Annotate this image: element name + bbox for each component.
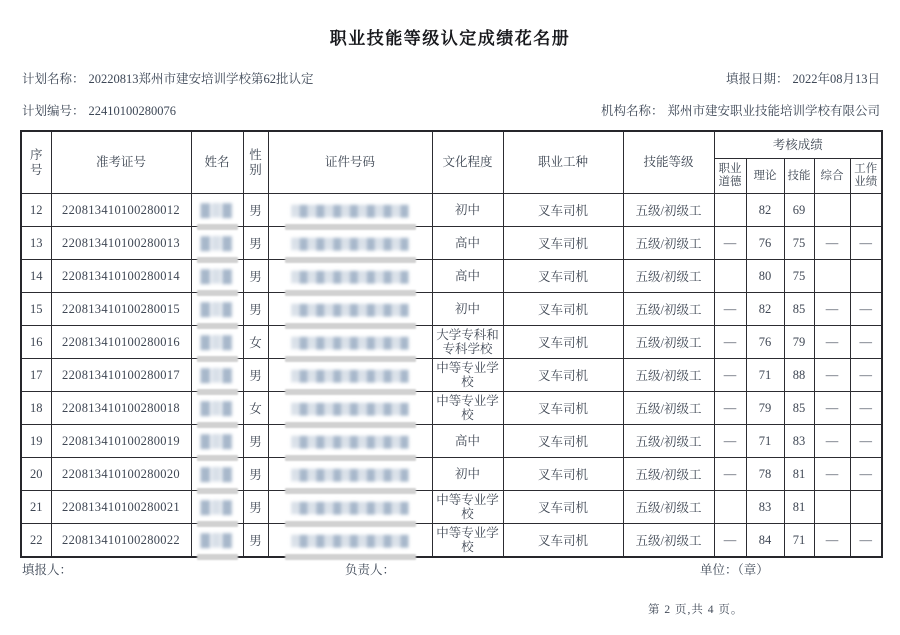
cell-ethics-score (714, 491, 746, 524)
cell-education: 中等专业学校 (432, 491, 503, 524)
cell-gender: 男 (243, 227, 268, 260)
cell-no: 14 (21, 260, 51, 293)
cell-skill-score: 81 (784, 491, 814, 524)
table-row (21, 326, 882, 359)
table-row (21, 392, 882, 425)
redaction-smear (197, 521, 238, 527)
cell-no: 15 (21, 293, 51, 326)
redaction-smear (285, 422, 416, 428)
redaction-smear (197, 554, 238, 560)
report-date-value: 2022年08月13日 (792, 72, 880, 86)
cell-education: 中等专业学校 (432, 392, 503, 425)
cell-ethics-score (714, 194, 746, 227)
redaction-smear (197, 488, 238, 494)
cell-no: 16 (21, 326, 51, 359)
table-header (21, 131, 882, 194)
cell-skill-level: 五级/初级工 (623, 326, 714, 359)
cell-ethics-score: — (714, 227, 746, 260)
table-row (21, 260, 882, 293)
cell-name (191, 227, 243, 260)
redaction-smear (197, 356, 238, 362)
cell-education: 大学专科和专科学校 (432, 326, 503, 359)
cell-name (191, 326, 243, 359)
report-date (726, 69, 880, 87)
redaction-smear (197, 290, 238, 296)
redaction-smear (285, 488, 416, 494)
cell-id-number (268, 524, 432, 558)
header-comprehensive: 综合 (814, 159, 850, 194)
redacted-name: ▓▒▓ (200, 202, 234, 217)
table-body (21, 194, 882, 558)
cell-name (191, 194, 243, 227)
cell-no: 21 (21, 491, 51, 524)
table-row (21, 425, 882, 458)
cell-name (191, 392, 243, 425)
cell-id-number (268, 425, 432, 458)
meta-line-1 (22, 69, 880, 87)
redacted-id-number: ▒▓▒▓▒▓▒▓▒▓▒▓▒▓ (291, 270, 409, 283)
cell-work-score: — (850, 326, 882, 359)
cell-gender: 女 (243, 326, 268, 359)
cell-comprehensive-score: — (814, 458, 850, 491)
cell-ethics-score: — (714, 425, 746, 458)
manager-label: 负责人： (345, 563, 396, 577)
redacted-name: ▓▒▓ (200, 301, 234, 316)
cell-work-score: — (850, 425, 882, 458)
table-row (21, 524, 882, 558)
cell-theory-score: 71 (746, 425, 784, 458)
redaction-smear (197, 323, 238, 329)
redacted-name: ▓▒▓ (200, 499, 234, 514)
cell-occupation: 叉车司机 (503, 359, 623, 392)
cell-occupation: 叉车司机 (503, 326, 623, 359)
cell-occupation: 叉车司机 (503, 293, 623, 326)
cell-theory-score: 79 (746, 392, 784, 425)
cell-ticket: 220813410100280013 (51, 227, 191, 260)
header-id-number: 证件号码 (268, 131, 432, 194)
redacted-name: ▓▒▓ (200, 268, 234, 283)
cell-id-number (268, 392, 432, 425)
redaction-smear (197, 224, 238, 230)
unit-seal-placeholder: （章） (737, 563, 769, 577)
header-theory: 理论 (746, 159, 784, 194)
cell-name (191, 425, 243, 458)
redaction-smear (197, 257, 238, 263)
cell-work-score (850, 194, 882, 227)
cell-skill-level: 五级/初级工 (623, 359, 714, 392)
cell-ticket: 220813410100280020 (51, 458, 191, 491)
cell-comprehensive-score: — (814, 326, 850, 359)
header-skill-level: 技能等级 (623, 131, 714, 194)
cell-comprehensive-score: — (814, 227, 850, 260)
redaction-smear (285, 356, 416, 362)
cell-no: 20 (21, 458, 51, 491)
cell-work-score (850, 491, 882, 524)
redacted-id-number: ▒▓▒▓▒▓▒▓▒▓▒▓▒▓ (291, 336, 409, 349)
cell-ethics-score (714, 260, 746, 293)
plan-number-value: 22410100280076 (88, 104, 177, 118)
cell-no: 12 (21, 194, 51, 227)
cell-occupation: 叉车司机 (503, 227, 623, 260)
plan-name-label: 计划名称： (22, 72, 85, 86)
cell-ethics-score: — (714, 293, 746, 326)
cell-skill-level: 五级/初级工 (623, 392, 714, 425)
cell-id-number (268, 194, 432, 227)
redaction-smear (197, 455, 238, 461)
cell-skill-score: 75 (784, 260, 814, 293)
cell-ticket: 220813410100280019 (51, 425, 191, 458)
plan-name-value: 20220813郑州市建安培训学校第62批认定 (88, 72, 314, 86)
redaction-smear (285, 521, 416, 527)
cell-work-score: — (850, 458, 882, 491)
cell-comprehensive-score: — (814, 359, 850, 392)
cell-no: 19 (21, 425, 51, 458)
cell-gender: 女 (243, 392, 268, 425)
cell-theory-score: 71 (746, 359, 784, 392)
cell-education: 初中 (432, 458, 503, 491)
cell-ticket: 220813410100280016 (51, 326, 191, 359)
redacted-id-number: ▒▓▒▓▒▓▒▓▒▓▒▓▒▓ (291, 369, 409, 382)
plan-number (22, 101, 176, 119)
cell-ethics-score: — (714, 392, 746, 425)
cell-id-number (268, 491, 432, 524)
cell-ticket: 220813410100280017 (51, 359, 191, 392)
org-name-label: 机构名称： (600, 104, 664, 118)
cell-theory-score: 78 (746, 458, 784, 491)
cell-id-number (268, 293, 432, 326)
header-work: 工作业绩 (850, 159, 882, 194)
redacted-id-number: ▒▓▒▓▒▓▒▓▒▓▒▓▒▓ (291, 402, 409, 415)
cell-id-number (268, 359, 432, 392)
redaction-smear (285, 290, 416, 296)
header-occupation: 职业工种 (503, 131, 623, 194)
header-ethics: 职业道德 (714, 159, 746, 194)
unit-seal (700, 560, 769, 578)
cell-work-score: — (850, 293, 882, 326)
cell-no: 18 (21, 392, 51, 425)
header-scores-group: 考核成绩 (714, 131, 882, 159)
cell-name (191, 293, 243, 326)
cell-occupation: 叉车司机 (503, 194, 623, 227)
cell-education: 中等专业学校 (432, 359, 503, 392)
cell-occupation: 叉车司机 (503, 491, 623, 524)
redacted-name: ▓▒▓ (200, 367, 234, 382)
redaction-smear (197, 389, 238, 395)
cell-ticket: 220813410100280014 (51, 260, 191, 293)
cell-ticket: 220813410100280021 (51, 491, 191, 524)
cell-gender: 男 (243, 359, 268, 392)
cell-ticket: 220813410100280022 (51, 524, 191, 558)
cell-ethics-score: — (714, 326, 746, 359)
cell-skill-level: 五级/初级工 (623, 227, 714, 260)
cell-skill-score: 85 (784, 392, 814, 425)
redacted-id-number: ▒▓▒▓▒▓▒▓▒▓▒▓▒▓ (291, 237, 409, 250)
cell-comprehensive-score: — (814, 425, 850, 458)
table-row (21, 227, 882, 260)
cell-gender: 男 (243, 425, 268, 458)
cell-skill-level: 五级/初级工 (623, 524, 714, 558)
redacted-name: ▓▒▓ (200, 433, 234, 448)
cell-skill-score: 79 (784, 326, 814, 359)
cell-id-number (268, 227, 432, 260)
table-row (21, 458, 882, 491)
page-number: 第 2 页,共 4 页。 (648, 604, 744, 616)
cell-name (191, 359, 243, 392)
cell-comprehensive-score (814, 260, 850, 293)
header-ticket: 准考证号 (51, 131, 191, 194)
redaction-smear (285, 455, 416, 461)
cell-occupation: 叉车司机 (503, 524, 623, 558)
cell-ticket: 220813410100280015 (51, 293, 191, 326)
cell-gender: 男 (243, 194, 268, 227)
cell-skill-level: 五级/初级工 (623, 194, 714, 227)
cell-skill-score: 88 (784, 359, 814, 392)
page-title: 职业技能等级认定成绩花名册 (329, 29, 571, 48)
report-date-label: 填报日期： (725, 72, 789, 86)
cell-skill-level: 五级/初级工 (623, 293, 714, 326)
redaction-smear (285, 257, 416, 263)
score-roster-table (20, 130, 883, 558)
header-no: 序号 (21, 131, 51, 194)
redacted-id-number: ▒▓▒▓▒▓▒▓▒▓▒▓▒▓ (291, 534, 409, 547)
cell-theory-score: 82 (746, 194, 784, 227)
cell-id-number (268, 458, 432, 491)
unit-label: 单位： (700, 563, 738, 577)
redacted-name: ▓▒▓ (200, 400, 234, 415)
cell-comprehensive-score: — (814, 392, 850, 425)
cell-education: 高中 (432, 227, 503, 260)
table-row (21, 491, 882, 524)
cell-work-score: — (850, 359, 882, 392)
cell-comprehensive-score (814, 491, 850, 524)
manager-signature (345, 560, 395, 578)
redacted-name: ▓▒▓ (200, 466, 234, 481)
cell-gender: 男 (243, 491, 268, 524)
plan-name (22, 69, 314, 87)
cell-skill-score: 83 (784, 425, 814, 458)
redacted-name: ▓▒▓ (200, 532, 234, 547)
cell-name (191, 524, 243, 558)
cell-name (191, 458, 243, 491)
cell-occupation: 叉车司机 (503, 260, 623, 293)
redaction-smear (285, 389, 416, 395)
plan-number-label: 计划编号： (22, 104, 85, 118)
cell-no: 17 (21, 359, 51, 392)
cell-skill-level: 五级/初级工 (623, 260, 714, 293)
header-gender: 性别 (243, 131, 268, 194)
cell-skill-score: 85 (784, 293, 814, 326)
cell-ethics-score: — (714, 359, 746, 392)
cell-comprehensive-score (814, 194, 850, 227)
cell-theory-score: 83 (746, 491, 784, 524)
redaction-smear (285, 323, 416, 329)
cell-ethics-score: — (714, 458, 746, 491)
cell-work-score (850, 260, 882, 293)
redaction-smear (197, 422, 238, 428)
cell-education: 高中 (432, 425, 503, 458)
cell-gender: 男 (243, 524, 268, 558)
redacted-id-number: ▒▓▒▓▒▓▒▓▒▓▒▓▒▓ (291, 435, 409, 448)
cell-work-score: — (850, 392, 882, 425)
redacted-id-number: ▒▓▒▓▒▓▒▓▒▓▒▓▒▓ (291, 204, 409, 217)
cell-ethics-score: — (714, 524, 746, 558)
table-row (21, 194, 882, 227)
table-row (21, 293, 882, 326)
cell-comprehensive-score: — (814, 293, 850, 326)
redacted-id-number: ▒▓▒▓▒▓▒▓▒▓▒▓▒▓ (291, 468, 409, 481)
cell-education: 中等专业学校 (432, 524, 503, 558)
redacted-id-number: ▒▓▒▓▒▓▒▓▒▓▒▓▒▓ (291, 303, 409, 316)
org-name (601, 101, 880, 119)
cell-skill-level: 五级/初级工 (623, 425, 714, 458)
cell-id-number (268, 260, 432, 293)
cell-occupation: 叉车司机 (503, 425, 623, 458)
filler-signature (22, 560, 72, 578)
redaction-smear (285, 554, 416, 560)
cell-gender: 男 (243, 260, 268, 293)
cell-work-score: — (850, 524, 882, 558)
cell-occupation: 叉车司机 (503, 458, 623, 491)
meta-line-2 (22, 101, 880, 119)
cell-no: 13 (21, 227, 51, 260)
cell-gender: 男 (243, 458, 268, 491)
cell-gender: 男 (243, 293, 268, 326)
cell-occupation: 叉车司机 (503, 392, 623, 425)
cell-comprehensive-score: — (814, 524, 850, 558)
cell-education: 初中 (432, 293, 503, 326)
header-name: 姓名 (191, 131, 243, 194)
cell-work-score: — (850, 227, 882, 260)
redaction-smear (285, 224, 416, 230)
cell-skill-score: 75 (784, 227, 814, 260)
org-name-value: 郑州市建安职业技能培训学校有限公司 (667, 104, 880, 118)
redacted-name: ▓▒▓ (200, 235, 234, 250)
filler-label: 填报人： (22, 563, 73, 577)
cell-ticket: 220813410100280018 (51, 392, 191, 425)
cell-theory-score: 80 (746, 260, 784, 293)
redacted-name: ▓▒▓ (200, 334, 234, 349)
cell-no: 22 (21, 524, 51, 558)
cell-skill-level: 五级/初级工 (623, 458, 714, 491)
table-row (21, 359, 882, 392)
cell-name (191, 491, 243, 524)
cell-theory-score: 84 (746, 524, 784, 558)
cell-ticket: 220813410100280012 (51, 194, 191, 227)
cell-skill-score: 81 (784, 458, 814, 491)
redacted-id-number: ▒▓▒▓▒▓▒▓▒▓▒▓▒▓ (291, 501, 409, 514)
header-skill: 技能 (784, 159, 814, 194)
cell-education: 初中 (432, 194, 503, 227)
cell-education: 高中 (432, 260, 503, 293)
cell-theory-score: 76 (746, 326, 784, 359)
cell-name (191, 260, 243, 293)
cell-skill-score: 69 (784, 194, 814, 227)
cell-theory-score: 76 (746, 227, 784, 260)
cell-id-number (268, 326, 432, 359)
cell-skill-level: 五级/初级工 (623, 491, 714, 524)
cell-skill-score: 71 (784, 524, 814, 558)
header-education: 文化程度 (432, 131, 503, 194)
cell-theory-score: 82 (746, 293, 784, 326)
